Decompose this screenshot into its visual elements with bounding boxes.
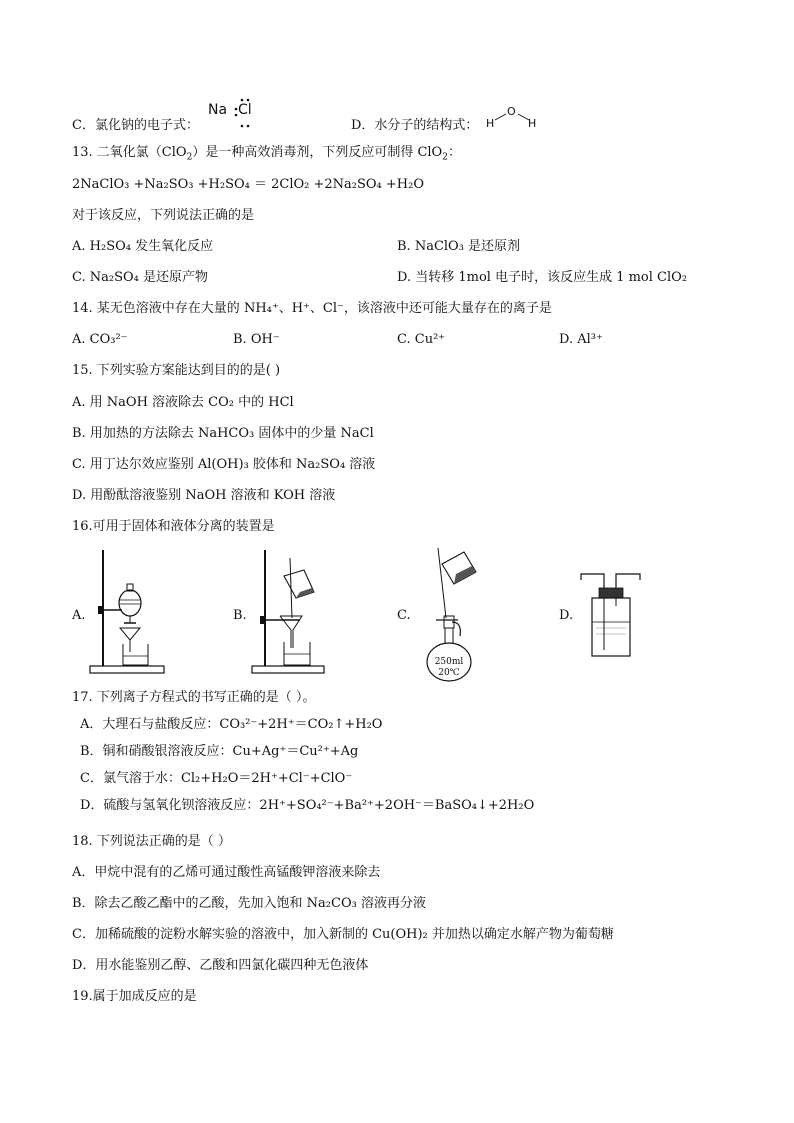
- q13-option-c: C. Na₂SO₄ 是还原产物: [72, 270, 208, 285]
- q18-option-d: D．用水能鉴别乙醇、乙酸和四氯化碳四种无色液体: [72, 958, 369, 973]
- q17-option-c: C．氯气溶于水：Cl₂+H₂O＝2H⁺+Cl⁻+ClO⁻: [80, 771, 353, 786]
- flask-temp-label: 20℃: [438, 668, 460, 678]
- q16-label-a: A.: [72, 608, 86, 623]
- q13-lead: 对于该反应，下列说法正确的是: [72, 208, 255, 223]
- q17-stem: 17. 下列离子方程式的书写正确的是（ ）。: [72, 690, 316, 705]
- q18-option-b: B．除去乙酸乙酯中的乙酸，先加入饱和 Na₂CO₃ 溶液再分液: [72, 896, 426, 911]
- q15-option-a: A. 用 NaOH 溶液除去 CO₂ 中的 HCl: [72, 395, 294, 410]
- q16-label-b: B.: [233, 608, 247, 623]
- q18-option-c: C．加稀硫酸的淀粉水解实验的溶液中，加入新制的 Cu(OH)₂ 并加热以确定水解产物为葡萄糖: [72, 927, 614, 942]
- o-atom: O: [507, 105, 516, 118]
- option-c-nacl-electron-formula: C．氯化钠的电子式：: [72, 118, 199, 133]
- h-atom-right: H: [528, 117, 537, 130]
- q15-option-c: C. 用丁达尔效应鉴别 Al(OH)₃ 胶体和 Na₂SO₄ 溶液: [72, 457, 376, 472]
- flask-volume-label: 250ml: [434, 657, 464, 667]
- q13-option-d: D. 当转移 1mol 电子时，该反应生成 1 mol ClO₂: [397, 270, 688, 285]
- bond-lines-icon: [486, 104, 540, 132]
- separatory-funnel-apparatus-icon: [86, 548, 166, 680]
- q13-equation: 2NaClO₃ +Na₂SO₃ +H₂SO₄ ＝ 2ClO₂ +2Na₂SO₄ +H₂O: [72, 177, 425, 192]
- q17-option-d: D．硫酸与氢氧化钡溶液反应：2H⁺+SO₄²⁻+Ba²⁺+2OH⁻＝BaSO₄↓+2H₂O: [80, 798, 535, 813]
- q15-option-d: D. 用酚酞溶液鉴别 NaOH 溶液和 KOH 溶液: [72, 488, 336, 503]
- q18-stem: 18. 下列说法正确的是（ ）: [72, 834, 231, 849]
- q16-stem: 16.可用于固体和液体分离的装置是: [72, 519, 275, 534]
- filtration-apparatus-icon: [248, 548, 328, 680]
- q14-option-c: C. Cu²⁺: [397, 332, 446, 347]
- q14-option-a: A. CO₃²⁻: [72, 332, 128, 347]
- nacl-cl: Cl: [238, 102, 252, 118]
- option-d-water-structure: D．水分子的结构式：: [351, 118, 479, 133]
- electron-dots-icon: [208, 96, 268, 132]
- gas-washing-bottle-icon: [578, 566, 644, 662]
- q16-label-c: C.: [397, 608, 411, 623]
- q13-option-b: B. NaClO₃ 是还原剂: [397, 239, 521, 254]
- q14-option-b: B. OH⁻: [233, 332, 280, 347]
- q19-stem: 19.属于加成反应的是: [72, 989, 197, 1004]
- q15-option-b: B. 用加热的方法除去 NaHCO₃ 固体中的少量 NaCl: [72, 426, 374, 441]
- q13-option-a: A. H₂SO₄ 发生氧化反应: [72, 239, 214, 254]
- nacl-na: Na: [208, 102, 228, 118]
- q14-stem: 14. 某无色溶液中存在大量的 NH₄⁺、H⁺、Cl⁻，该溶液中还可能大量存在的离子是: [72, 301, 552, 316]
- q16-label-d: D.: [559, 608, 574, 623]
- water-structure-formula: [486, 104, 540, 132]
- q17-option-b: B．铜和硝酸银溶液反应：Cu+Ag⁺＝Cu²⁺+Ag: [80, 744, 359, 759]
- volumetric-flask-apparatus-icon: [412, 544, 494, 684]
- q17-option-a: A．大理石与盐酸反应：CO₃²⁻+2H⁺＝CO₂↑+H₂O: [80, 717, 383, 732]
- q18-option-a: A．甲烷中混有的乙烯可通过酸性高锰酸钾溶液来除去: [72, 865, 381, 880]
- h-atom-left: H: [486, 117, 495, 130]
- q13-stem: 13. 二氧化氯（ClO$_2$）是一种高效消毒剂，下列反应可制得 ClO$_2$：: [72, 145, 461, 163]
- q14-option-d: D. Al³⁺: [559, 332, 603, 347]
- nacl-electron-formula: [208, 96, 268, 132]
- q15-stem: 15. 下列实验方案能达到目的的是( ): [72, 363, 281, 378]
